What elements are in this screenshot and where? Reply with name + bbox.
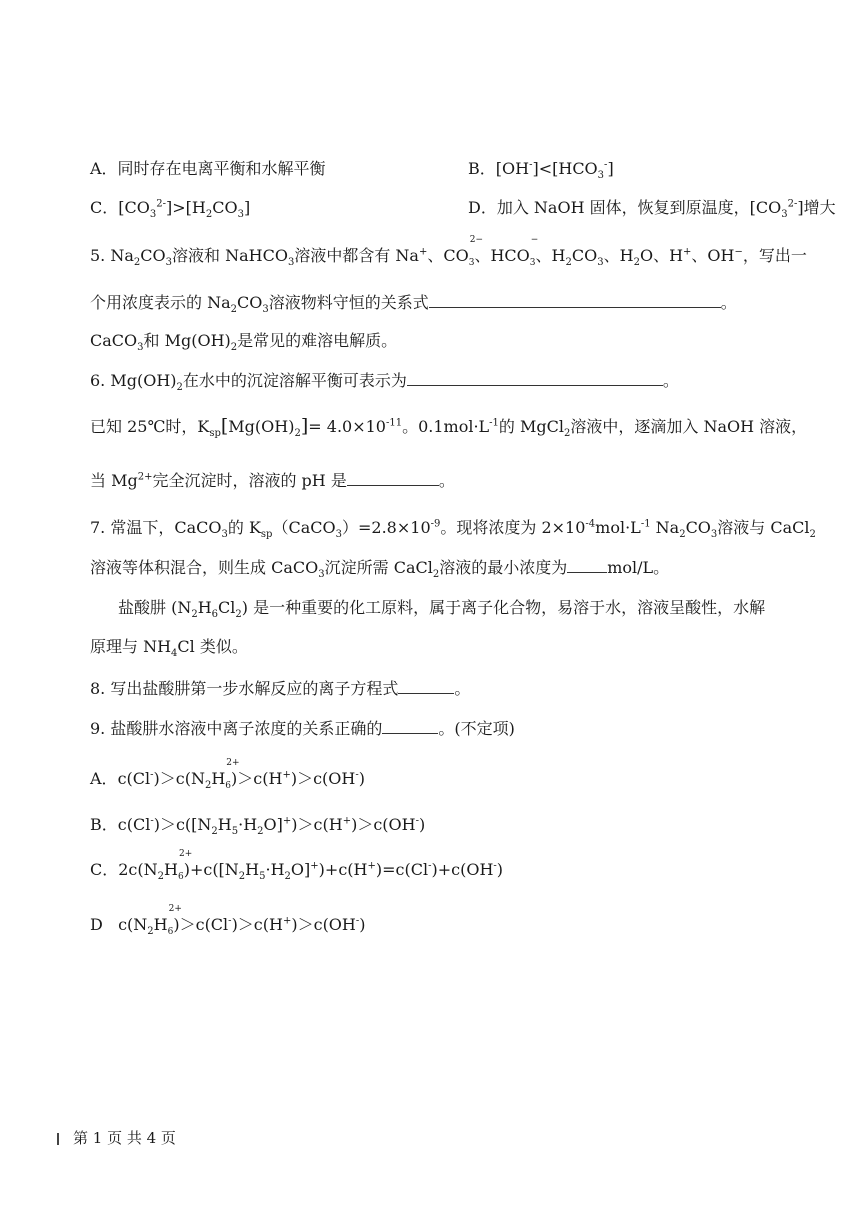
page-number: 第 1 页 共 4 页 bbox=[73, 1129, 176, 1147]
q5-line-2: 个用浓度表示的 $Na_2CO_3$溶液物料守恒的关系式 。 bbox=[90, 293, 737, 316]
q8-line: 8. 写出盐酸肼第一步水解反应的离子方程式 。 bbox=[90, 679, 471, 698]
q4-option-c: C．$[CO_3^{2-}]>[H_2CO_3]$ bbox=[90, 198, 251, 221]
hydrazine-intro-line-2: 原理与 $NH_4Cl$ 类似。 bbox=[90, 637, 248, 660]
page-footer bbox=[57, 1128, 176, 1148]
answer-blank-q5[interactable] bbox=[429, 291, 721, 308]
answer-blank-q6-1[interactable] bbox=[407, 369, 663, 386]
footer-divider bbox=[57, 1133, 59, 1145]
q9-line: 9. 盐酸肼水溶液中离子浓度的关系正确的 。(不定项) bbox=[90, 719, 515, 738]
q5-intro: CaCO$_3$和 $Mg(OH)_2$是常见的难溶电解质。 bbox=[90, 331, 398, 354]
q6-line-3: 当 $Mg^{2+}$完全沉淀时，溶液的 pH 是 。 bbox=[90, 471, 455, 490]
q9-option-a: A．$c(Cl^-)>c(N_2H$ 2+ $_6$)＞c(H+)＞c(OH-) bbox=[90, 758, 365, 792]
q7-line-2: 溶液等体积混合，则生成 CaCO$_3$沉淀所需 CaCl$_2$溶液的最小浓度为 mol/L。 bbox=[90, 558, 670, 581]
answer-blank-q9[interactable] bbox=[382, 717, 438, 734]
q6-line-2: 已知 25℃时，$K_{sp}[Mg(OH)_2]= 4.0\times 10^{-11}$。$0.1mol\cdot L^{-1}$的 MgCl$_2$溶液中，逐滴加入 NaOH 溶液， bbox=[90, 415, 808, 440]
hydrazine-intro-line-1: 盐酸肼 $(N_2H_6Cl_2)$ 是一种重要的化工原料，属于离子化合物，易溶于水，溶液呈酸性，水解 bbox=[118, 598, 766, 621]
q4-option-d: D．加入 NaOH 固体，恢复到原温度，$[CO_3^{2-}]$增大 bbox=[468, 198, 836, 221]
answer-blank-q7[interactable] bbox=[567, 556, 607, 573]
q4-option-row-1 bbox=[90, 158, 614, 182]
q9-option-c: C．$2c(N_2H$ 2+ $_6)+c([N_2H_5\cdot H_2O]^+)+c(H^+)=c(Cl^-)+c(OH^-)$ bbox=[90, 849, 504, 883]
answer-blank-q6-2[interactable] bbox=[347, 469, 439, 486]
q4-option-b: B．$[OH^-]<[HCO_3^-]$ bbox=[468, 159, 614, 182]
q6-line-1: 6. $Mg(OH)_2$在水中的沉淀溶解平衡可表示为 。 bbox=[90, 371, 679, 394]
q7-line-1: 7. 常温下，CaCO$_3$的 $K_{sp}(CaCO_3)=2.8\times 10^{-9}$。现将浓度为 $2\times 10^{-4}mol\cdot L^{-1}$ $Na_2CO_3$溶液与 CaCl$_2$ bbox=[90, 518, 816, 541]
answer-blank-q8[interactable] bbox=[398, 677, 454, 694]
q5-line-1: 5. $Na_2CO_3$溶液和 NaHCO$_3$溶液中都含有 Na+、CO 2− $_3$、HCO − $_3$、$H_2CO_3$、$H_2O$、H+、OH−，写出一 bbox=[90, 235, 807, 269]
q4-option-a: A．同时存在电离平衡和水解平衡 bbox=[90, 159, 326, 178]
q4-option-row-2 bbox=[90, 197, 836, 221]
q9-option-d: D $c(N_2H$ 2+ $_6$)＞c(Cl-)＞c(H+)＞c(OH-) bbox=[90, 904, 366, 938]
q9-option-b: B．$c(Cl^-)>c([N_2H_5\cdot H_2O]^+)>c(H^+)>c(OH^-)$ bbox=[90, 815, 426, 838]
